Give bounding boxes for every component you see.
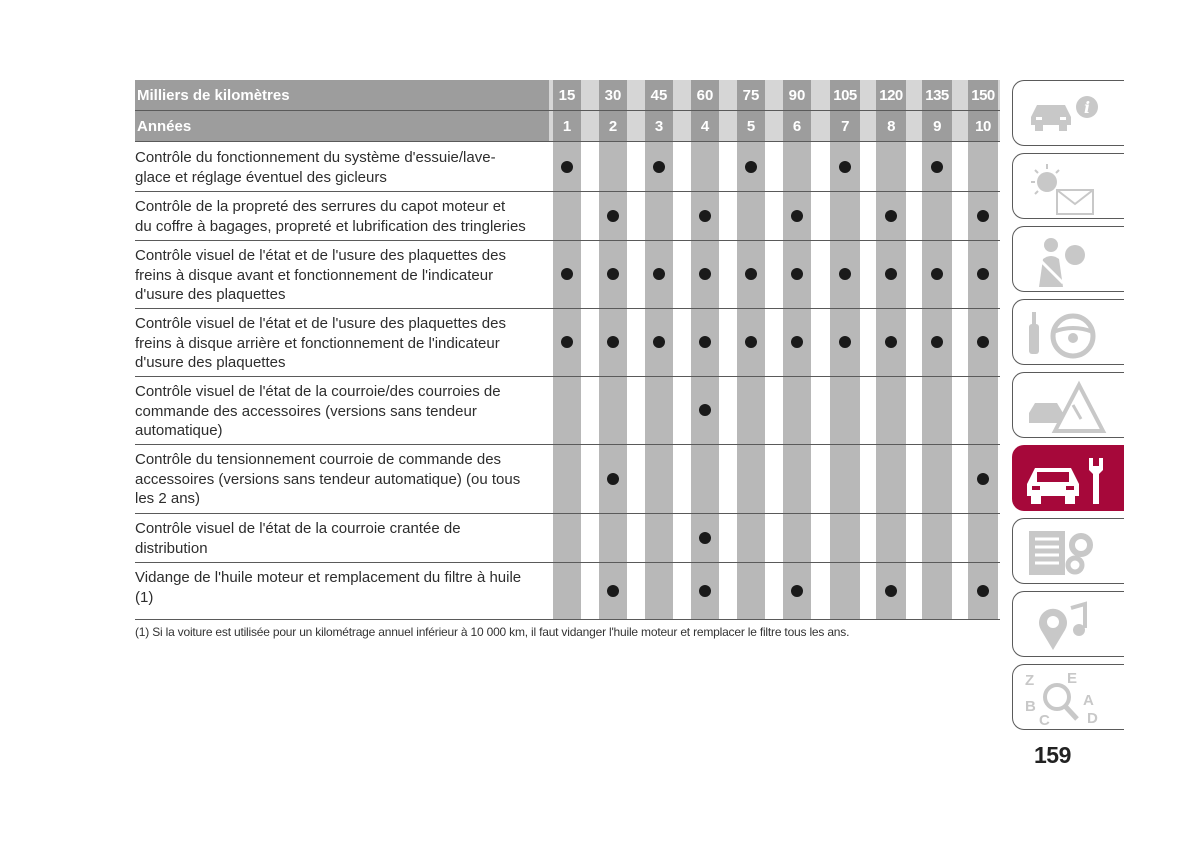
emergency-triangle-icon [1023, 379, 1113, 435]
maintenance-operation-row [135, 376, 1000, 445]
scheduled-mark [699, 404, 711, 416]
scheduled-mark [885, 210, 897, 222]
scheduled-mark [699, 268, 711, 280]
header-year-cell: 9 [922, 111, 952, 141]
header-year-cell: 1 [553, 111, 581, 141]
maintenance-operation-row [135, 191, 1000, 241]
scheduled-mark [977, 210, 989, 222]
operation-description-line: d'usure des plaquettes [135, 286, 286, 303]
scheduled-mark [607, 268, 619, 280]
header-year-cell: 8 [876, 111, 906, 141]
scheduled-mark [607, 585, 619, 597]
maintenance-operation-row [135, 142, 1000, 192]
scheduled-mark [977, 268, 989, 280]
svg-text:C: C [1039, 712, 1050, 727]
scheduled-mark [607, 210, 619, 222]
operation-description-line: freins à disque arrière et fonctionnement de l'indicateur [135, 334, 500, 352]
operation-description-line: accessoires (versions sans tendeur automatique) (ou tous [135, 470, 521, 488]
operation-description-line: Contrôle visuel de l'état de la courroie crantée de [135, 520, 461, 537]
operation-description-line: d'usure des plaquettes [135, 354, 286, 371]
header-year-cell: 6 [783, 111, 811, 141]
tab-starting-driving[interactable] [1012, 299, 1124, 365]
header-km-cell: 105 [830, 80, 860, 110]
scheduled-mark [699, 532, 711, 544]
header-km-cell: 150 [968, 80, 998, 110]
svg-text:Z: Z [1025, 672, 1035, 689]
tab-multimedia[interactable] [1012, 591, 1124, 657]
scheduled-mark [885, 268, 897, 280]
operation-description-line: freins à disque avant et fonctionnement de l'indicateur [135, 266, 494, 284]
scheduled-mark [977, 585, 989, 597]
tab-safety[interactable] [1012, 226, 1124, 292]
operation-description [135, 197, 535, 236]
maintenance-operation-row [135, 240, 1000, 309]
svg-text:B: B [1025, 698, 1036, 715]
index-search-icon [1023, 671, 1113, 727]
header-year-cell: 3 [645, 111, 673, 141]
scheduled-mark [745, 161, 757, 173]
scheduled-mark [561, 336, 573, 348]
multimedia-icon [1023, 598, 1113, 654]
technical-data-icon [1023, 525, 1113, 581]
operation-description-line: les 2 ans) [135, 490, 201, 507]
key-steering-wheel-icon [1023, 306, 1113, 362]
maintenance-operation-row [135, 444, 1000, 514]
header-km-cell: 120 [876, 80, 906, 110]
operation-description-line: glace et réglage éventuel des gicleurs [135, 168, 387, 186]
scheduled-mark [791, 268, 803, 280]
scheduled-mark [885, 336, 897, 348]
scheduled-mark [791, 585, 803, 597]
operation-description-line: Contrôle du fonctionnement du système d'essuie/lave- [135, 149, 496, 166]
scheduled-mark [791, 336, 803, 348]
header-km-cell: 60 [691, 80, 719, 110]
header-year-cell: 4 [691, 111, 719, 141]
header-year-cell: 10 [968, 111, 998, 141]
operation-description-line: du coffre à bagages, propreté et lubrification des tringleries [135, 217, 526, 235]
scheduled-mark [745, 336, 757, 348]
svg-text:D: D [1087, 710, 1098, 727]
header-row-years [135, 111, 1000, 142]
header-km-cell: 15 [553, 80, 581, 110]
operation-description-line: (1) [135, 588, 154, 606]
svg-text:A: A [1083, 692, 1094, 709]
scheduled-mark [839, 268, 851, 280]
scheduled-mark [653, 161, 665, 173]
tab-lights-messages[interactable] [1012, 153, 1124, 219]
car-wrench-icon [1023, 452, 1113, 508]
header-year-cell: 7 [830, 111, 860, 141]
operation-description-line: distribution [135, 539, 208, 557]
maintenance-operation-row [135, 513, 1000, 563]
operation-description [135, 382, 535, 441]
header-km-cell: 75 [737, 80, 765, 110]
operation-description [135, 568, 535, 607]
header-year-cell: 5 [737, 111, 765, 141]
scheduled-mark [561, 161, 573, 173]
car-info-icon [1023, 87, 1113, 143]
maintenance-operation-row [135, 562, 1000, 620]
header-years-label: Années [135, 111, 549, 141]
tab-emergency[interactable] [1012, 372, 1124, 438]
scheduled-mark [931, 268, 943, 280]
operation-description-line: Contrôle visuel de l'état et de l'usure des plaquettes des [135, 247, 506, 264]
scheduled-mark [561, 268, 573, 280]
scheduled-mark [607, 336, 619, 348]
scheduled-mark [653, 268, 665, 280]
scheduled-mark [885, 585, 897, 597]
operation-description [135, 450, 535, 509]
tab-index[interactable] [1012, 664, 1124, 730]
header-year-cell: 2 [599, 111, 627, 141]
scheduled-mark [745, 268, 757, 280]
lights-messages-icon [1023, 160, 1113, 216]
operation-description [135, 314, 535, 373]
operation-description [135, 519, 535, 558]
scheduled-mark [977, 336, 989, 348]
tab-car-info[interactable] [1012, 80, 1124, 146]
header-km-cell: 45 [645, 80, 673, 110]
operation-description [135, 148, 535, 187]
operation-description-line: Vidange de l'huile moteur et remplacement du filtre à huile [135, 569, 522, 586]
header-row-km [135, 80, 1000, 111]
header-km-cell: 135 [922, 80, 952, 110]
page-number: 159 [1034, 742, 1071, 768]
scheduled-mark [791, 210, 803, 222]
maintenance-operation-row [135, 308, 1000, 377]
operation-description-line: Contrôle de la propreté des serrures du capot moteur et [135, 198, 506, 215]
tab-technical-data[interactable] [1012, 518, 1124, 584]
operation-description-line: Contrôle du tensionnement courroie de commande des [135, 451, 502, 468]
footnote: (1) Si la voiture est utilisée pour un kilométrage annuel inférieur à 10 000 km, il faut vidanger l'huile moteur et remplacer le filtre tous les ans. [135, 625, 850, 639]
header-km-cell: 30 [599, 80, 627, 110]
operation-description-line: Contrôle visuel de l'état de la courroie/des courroies de [135, 383, 501, 400]
operation-description-line: commande des accessoires (versions sans tendeur [135, 402, 477, 420]
operation-description [135, 246, 535, 305]
scheduled-mark [699, 210, 711, 222]
scheduled-mark [839, 336, 851, 348]
tab-maintenance[interactable] [1012, 445, 1124, 511]
scheduled-mark [931, 336, 943, 348]
scheduled-mark [699, 585, 711, 597]
svg-text:i: i [1083, 98, 1091, 117]
scheduled-mark [977, 473, 989, 485]
svg-text:E: E [1067, 671, 1078, 687]
scheduled-mark [931, 161, 943, 173]
scheduled-mark [839, 161, 851, 173]
header-km-label: Milliers de kilomètres [135, 80, 549, 110]
header-km-cell: 90 [783, 80, 811, 110]
scheduled-mark [653, 336, 665, 348]
safety-airbag-icon [1023, 233, 1113, 289]
operation-description-line: Contrôle visuel de l'état et de l'usure des plaquettes des [135, 315, 506, 332]
scheduled-mark [607, 473, 619, 485]
scheduled-mark [699, 336, 711, 348]
operation-description-line: automatique) [135, 422, 223, 439]
